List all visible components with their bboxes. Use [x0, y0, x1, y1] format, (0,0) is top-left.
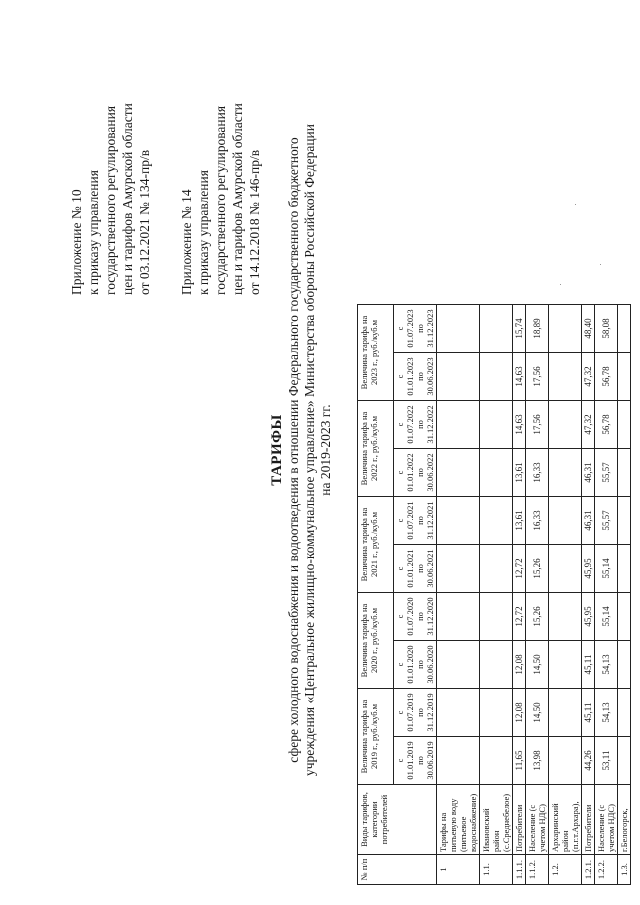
tariff-value: 17,56 [526, 401, 549, 449]
tariff-value: 13,61 [513, 497, 526, 545]
tariff-value: 14,50 [526, 641, 549, 689]
tariff-value [480, 497, 513, 545]
header-period: с 01.01.2022 по 30.06.2022 [394, 449, 437, 497]
tariff-value [437, 641, 480, 689]
row-number: 1.1. [480, 855, 513, 885]
appendix-line: Приложение № 14 [179, 189, 194, 295]
tariff-value: 13,61 [513, 449, 526, 497]
tariff-value: 45,95 [582, 545, 595, 593]
header-period: с 01.07.2023 по 31.12.2023 [394, 305, 437, 353]
tariff-value [480, 593, 513, 641]
tariff-value: 56,78 [595, 353, 618, 401]
header-period: с 01.07.2021 по 31.12.2021 [394, 497, 437, 545]
tariff-value: 12,72 [513, 545, 526, 593]
appendix-line: цен и тарифов Амурской области [120, 103, 135, 295]
empty-cell [618, 305, 631, 353]
tariff-value: 58,08 [595, 305, 618, 353]
tariff-value: 16,33 [526, 497, 549, 545]
tariff-value: 44,26 [582, 737, 595, 785]
tariff-value: 12,08 [513, 689, 526, 737]
table-row [513, 305, 526, 885]
empty-cell [618, 641, 631, 689]
tariff-value [549, 353, 582, 401]
table-row [595, 305, 618, 885]
title-line-3: на 2019-2023 гг. [318, 404, 333, 496]
tariff-value: 14,50 [526, 689, 549, 737]
table-row [437, 305, 480, 885]
tariff-value [480, 353, 513, 401]
appendix-line: цен и тарифов Амурской области [230, 103, 245, 295]
header-period: с 01.01.2019 по 30.06.2019 [394, 737, 437, 785]
empty-cell [618, 737, 631, 785]
tariff-value: 47,32 [582, 353, 595, 401]
tariff-table [357, 304, 631, 885]
appendix-line: Приложение № 10 [69, 189, 84, 295]
tariff-value: 45,11 [582, 641, 595, 689]
tariff-value [437, 497, 480, 545]
table-row [618, 305, 631, 885]
tariff-value [549, 689, 582, 737]
row-number: 1.3. [618, 855, 631, 885]
tariff-value: 55,57 [595, 449, 618, 497]
header-year-2021: Величина тарифа на 2021 г., руб./куб.м [358, 497, 394, 593]
tariff-value: 45,95 [582, 593, 595, 641]
header-period: с 01.07.2020 по 31.12.2020 [394, 593, 437, 641]
header-period: с 01.07.2019 по 31.12.2019 [394, 689, 437, 737]
title-line-2: учреждения «Центральное жилищно-коммунальное управление» Министерства обороны Российской Федерации [302, 123, 317, 777]
tariff-value: 13,98 [526, 737, 549, 785]
title-line-1: сфере холодного водоснабжения и водоотведения в отношении Федерального государственного бюджетного [286, 137, 301, 763]
empty-cell [618, 593, 631, 641]
tariff-value: 46,31 [582, 449, 595, 497]
header-period: с 01.01.2020 по 30.06.2020 [394, 641, 437, 689]
tariff-value [549, 593, 582, 641]
row-label: Архаринский район (п.г.т.Архара), [549, 785, 582, 855]
empty-cell [618, 497, 631, 545]
tariff-value [549, 449, 582, 497]
header-year-2020: Величина тарифа на 2020 г., руб./куб.м [358, 593, 394, 689]
tariff-value [480, 689, 513, 737]
empty-cell [618, 545, 631, 593]
tariff-value [549, 641, 582, 689]
row-label: Население (с учетом НДС) [595, 785, 618, 855]
tariff-value: 15,26 [526, 593, 549, 641]
appendix-14-block [178, 103, 263, 295]
tariff-value [480, 401, 513, 449]
tariff-value: 53,11 [595, 737, 618, 785]
scan-speck [575, 204, 576, 205]
tariff-value: 55,14 [595, 593, 618, 641]
tariff-value [437, 593, 480, 641]
scan-speck [600, 264, 601, 265]
header-year-2022: Величина тарифа на 2022 г., руб./куб.м [358, 401, 394, 497]
tariff-value: 14,63 [513, 353, 526, 401]
appendix-line: государственного регулирования [213, 105, 228, 295]
tariff-value: 45,11 [582, 689, 595, 737]
document-title: ТАРИФЫ [269, 414, 285, 486]
tariff-value: 55,14 [595, 545, 618, 593]
header-kind: Виды тарифов, категории потребителей [358, 785, 437, 855]
tariff-value [549, 305, 582, 353]
empty-cell [618, 689, 631, 737]
row-number: 1.1.1. [513, 855, 526, 885]
tariff-value: 17,56 [526, 353, 549, 401]
row-number: 1 [437, 855, 480, 885]
tariff-value: 12,72 [513, 593, 526, 641]
appendix-line: к приказу управления [86, 170, 101, 295]
appendix-line: государственного регулирования [103, 105, 118, 295]
tariff-value [480, 449, 513, 497]
appendix-line: от 03.12.2021 № 134-пр/в [137, 149, 152, 295]
tariff-value: 11,65 [513, 737, 526, 785]
tariff-value: 48,40 [582, 305, 595, 353]
row-label: Ивановский район (с.Среднебелое) [480, 785, 513, 855]
tariff-value [437, 545, 480, 593]
row-label: г.Белогорск, [618, 785, 631, 855]
row-label: Потребители [513, 785, 526, 855]
appendix-line: к приказу управления [196, 170, 211, 295]
tariff-value [480, 641, 513, 689]
empty-cell [618, 401, 631, 449]
tariff-value: 16,33 [526, 449, 549, 497]
row-label: Тарифы на питьевую воду (питьевое водоснабжение) [437, 785, 480, 855]
table-row [549, 305, 582, 885]
header-year-2023: Величина тарифа на 2023 г., руб./куб.м [358, 305, 394, 401]
tariff-value: 56,78 [595, 401, 618, 449]
row-number: 1.2.1. [582, 855, 595, 885]
title-block [268, 35, 334, 865]
tariff-value: 54,13 [595, 689, 618, 737]
row-number: 1.1.2. [526, 855, 549, 885]
tariff-value [437, 353, 480, 401]
header-period: с 01.07.2022 по 31.12.2022 [394, 401, 437, 449]
header-period: с 01.01.2021 по 30.06.2021 [394, 545, 437, 593]
tariff-value: 55,57 [595, 497, 618, 545]
tariff-value [480, 545, 513, 593]
table-row [480, 305, 513, 885]
tariff-value: 18,89 [526, 305, 549, 353]
tariff-value [437, 449, 480, 497]
tariff-value: 47,32 [582, 401, 595, 449]
empty-cell [618, 353, 631, 401]
appendix-10-block [68, 103, 153, 295]
header-num: № п/п [358, 855, 437, 885]
tariff-value: 15,74 [513, 305, 526, 353]
tariff-value: 12,08 [513, 641, 526, 689]
header-year-2019: Величина тарифа на 2019 г., руб./куб.м [358, 689, 394, 785]
row-number: 1.2. [549, 855, 582, 885]
table-row [526, 305, 549, 885]
tariff-value [437, 401, 480, 449]
table-row [582, 305, 595, 885]
row-label: Потребители [582, 785, 595, 855]
tariff-value [437, 305, 480, 353]
tariff-value: 54,13 [595, 641, 618, 689]
tariff-value: 15,26 [526, 545, 549, 593]
scan-speck [560, 284, 561, 285]
row-number: 1.2.2. [595, 855, 618, 885]
tariff-value [480, 737, 513, 785]
row-label: Население (с учетом НДС) [526, 785, 549, 855]
tariff-value [549, 401, 582, 449]
tariff-value [437, 689, 480, 737]
header-period: с 01.01.2023 по 30.06.2023 [394, 353, 437, 401]
tariff-value [480, 305, 513, 353]
tariff-value: 46,31 [582, 497, 595, 545]
empty-cell [618, 449, 631, 497]
tariff-value [549, 545, 582, 593]
tariff-value: 14,63 [513, 401, 526, 449]
tariff-value [437, 737, 480, 785]
tariff-value [549, 737, 582, 785]
appendix-line: от 14.12.2018 № 146-пр/в [247, 149, 262, 295]
tariff-value [549, 497, 582, 545]
